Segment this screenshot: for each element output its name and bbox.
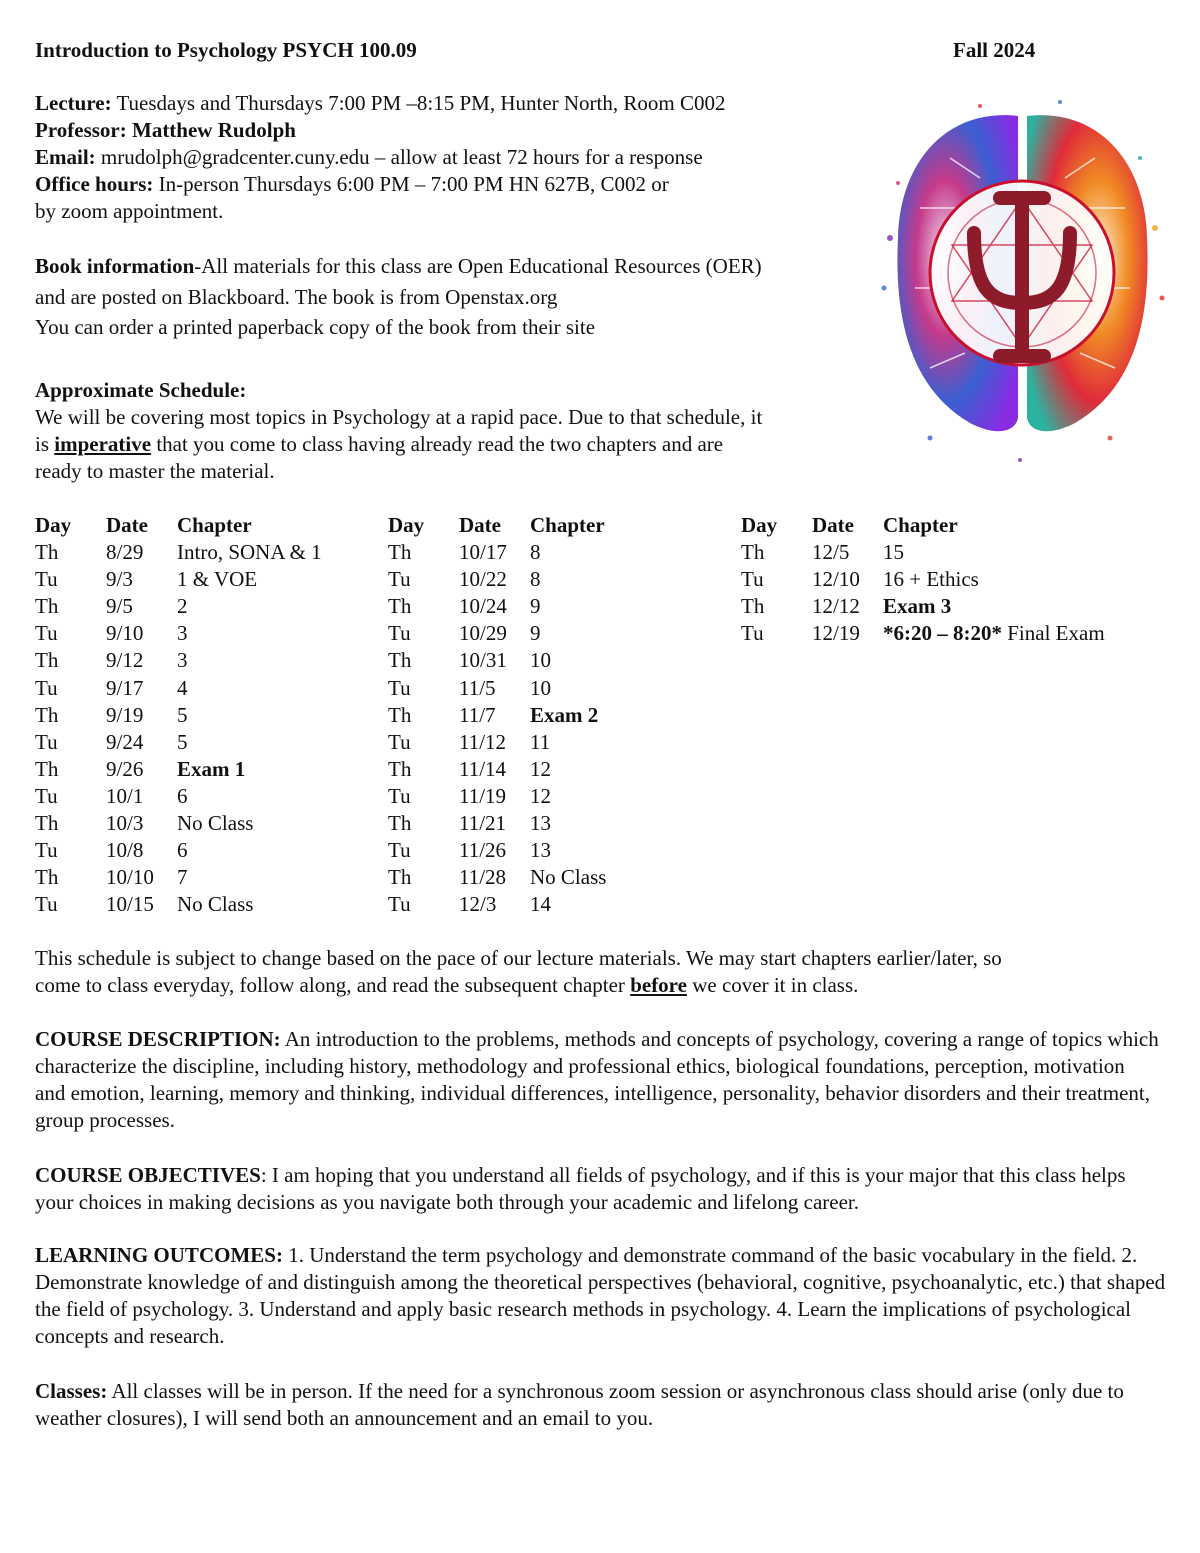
schedule-note-text: come to class everyday, follow along, and read the subsequent chapter	[35, 973, 631, 997]
schedule-day: Th	[35, 811, 59, 836]
book-info-line-3: You can order a printed paperback copy of the book from their site	[35, 315, 596, 339]
schedule-date: 9/24	[106, 729, 144, 754]
schedule-chapter: 8	[530, 567, 541, 592]
course-description-text: An introduction to the problems, methods and concepts of psychology, covering a range of topics which characterize the discipline, including history, methodology and professional ethics, biological foundations, perception, motivation and emotion, learning, memory and thinking, individual differences, intelligence, personality, behavior disorders and their treatment, group processes.	[35, 1027, 1159, 1132]
schedule-date: 10/10	[106, 865, 154, 890]
schedule-chapter: 9	[530, 594, 541, 619]
schedule-note-text: we cover it in class.	[686, 973, 859, 997]
schedule-day: Th	[388, 702, 412, 727]
learning-outcomes-label: LEARNING OUTCOMES:	[35, 1243, 283, 1267]
schedule-note-line-1: This schedule is subject to change based on the pace of our lecture materials. We may start chapters earlier/later, so	[35, 946, 1002, 970]
schedule-day: Th	[388, 865, 412, 890]
schedule-date: 12/19	[812, 621, 860, 646]
schedule-date: 10/15	[106, 892, 154, 917]
lecture-text: Tuesdays and Thursdays 7:00 PM –8:15 PM, Hunter North, Room C002	[111, 91, 726, 115]
schedule-date: 9/26	[106, 756, 144, 781]
course-objectives-label: COURSE OBJECTIVES	[35, 1163, 261, 1187]
schedule-day: Th	[388, 540, 412, 565]
schedule-chapter: 2	[177, 594, 188, 619]
schedule-day: Tu	[388, 729, 411, 754]
schedule-date: 9/5	[106, 594, 133, 619]
schedule-date: 12/12	[812, 594, 860, 619]
schedule-header-date: Date	[812, 513, 854, 537]
schedule-day: Th	[35, 540, 59, 565]
schedule-date: 10/22	[459, 567, 507, 592]
office-hours-label: Office hours:	[35, 172, 154, 196]
email-line	[35, 144, 703, 171]
schedule-date: 10/8	[106, 838, 144, 863]
schedule-chapter: 11	[530, 729, 551, 754]
schedule-day: Th	[388, 648, 412, 673]
book-info-label: Book information	[35, 254, 195, 278]
schedule-day: Tu	[35, 675, 58, 700]
schedule-day: Th	[741, 594, 765, 619]
schedule-chapter: 5	[177, 729, 188, 754]
schedule-chapter: No Class	[177, 892, 254, 917]
schedule-chapter: 3	[177, 648, 188, 673]
schedule-day: Tu	[741, 567, 764, 592]
schedule-day: Tu	[35, 567, 58, 592]
schedule-header-day: Day	[741, 513, 778, 537]
schedule-chapter: No Class	[530, 865, 607, 890]
schedule-chapter: 7	[177, 865, 188, 890]
schedule-chapter: Exam 1	[177, 756, 246, 781]
schedule-date: 10/24	[459, 594, 507, 619]
professor-line: Professor: Matthew Rudolph	[35, 118, 296, 142]
schedule-chapter: 4	[177, 675, 188, 700]
schedule-header-day: Day	[35, 513, 72, 537]
schedule-day: Tu	[35, 783, 58, 808]
schedule-day: Tu	[35, 892, 58, 917]
schedule-day: Tu	[388, 675, 411, 700]
schedule-header-chapter: Chapter	[883, 513, 958, 537]
schedule-date: 10/1	[106, 783, 144, 808]
lecture-line	[35, 90, 725, 117]
schedule-chapter: 15	[883, 540, 904, 565]
course-objectives	[35, 1162, 1135, 1216]
schedule-day: Tu	[388, 892, 411, 917]
psi-brain-icon	[870, 88, 1175, 473]
schedule-chapter: 3	[177, 621, 188, 646]
schedule-date: 11/7	[459, 702, 496, 727]
course-description-label: COURSE DESCRIPTION:	[35, 1027, 281, 1051]
schedule-chapter: Exam 3	[883, 594, 952, 619]
schedule-header-day: Day	[388, 513, 425, 537]
book-info-line	[35, 253, 762, 280]
schedule-date: 10/3	[106, 811, 144, 836]
schedule-day: Th	[388, 756, 412, 781]
schedule-chapter: 14	[530, 892, 551, 917]
email-text: mrudolph@gradcenter.cuny.edu – allow at least 72 hours for a response	[95, 145, 703, 169]
final-exam-time: *6:20 – 8:20*	[883, 621, 1002, 646]
before-emphasis: before	[630, 973, 687, 997]
schedule-intro-line-3: ready to master the material.	[35, 459, 275, 483]
course-title: Introduction to Psychology PSYCH 100.09	[35, 38, 417, 62]
schedule-date: 9/12	[106, 648, 144, 673]
schedule-chapter: 6	[177, 838, 188, 863]
schedule-intro-line-2	[35, 431, 723, 458]
schedule-chapter: 13	[530, 811, 551, 836]
schedule-header-chapter: Chapter	[177, 513, 252, 537]
schedule-header-chapter: Chapter	[530, 513, 605, 537]
classes-policy	[35, 1378, 1150, 1432]
schedule-date: 11/14	[459, 756, 507, 781]
course-objectives-text: : I am hoping that you understand all fields of psychology, and if this is your major that this class helps your choices in making decisions as you navigate both through your academic and lifelong career.	[35, 1163, 1126, 1214]
schedule-chapter: 10	[530, 675, 551, 700]
schedule-chapter: 5	[177, 702, 188, 727]
schedule-day: Th	[35, 756, 59, 781]
classes-label: Classes:	[35, 1379, 108, 1403]
schedule-chapter: 16 + Ethics	[883, 567, 979, 592]
lecture-label: Lecture:	[35, 91, 112, 115]
schedule-chapter: Intro, SONA & 1	[177, 540, 322, 565]
schedule-date: 11/19	[459, 783, 507, 808]
schedule-date: 11/28	[459, 865, 507, 890]
schedule-day: Th	[35, 702, 59, 727]
schedule-day: Th	[35, 865, 59, 890]
schedule-day: Th	[35, 648, 59, 673]
term-label: Fall 2024	[953, 38, 1036, 62]
schedule-day: Tu	[35, 621, 58, 646]
schedule-chapter	[883, 620, 1105, 647]
book-info-text: -All materials for this class are Open Educational Resources (OER)	[194, 254, 762, 278]
schedule-date: 11/26	[459, 838, 507, 863]
schedule-day: Tu	[35, 838, 58, 863]
schedule-chapter: 13	[530, 838, 551, 863]
schedule-day: Th	[388, 811, 412, 836]
schedule-intro-line-1: We will be covering most topics in Psychology at a rapid pace. Due to that schedule, it	[35, 405, 763, 429]
schedule-chapter: Exam 2	[530, 702, 599, 727]
schedule-day: Tu	[35, 729, 58, 754]
schedule-header-date: Date	[459, 513, 501, 537]
office-hours-text: In-person Thursdays 6:00 PM – 7:00 PM HN 627B, C002 or	[153, 172, 669, 196]
schedule-day: Tu	[388, 567, 411, 592]
schedule-date: 11/5	[459, 675, 496, 700]
schedule-day: Th	[741, 540, 765, 565]
schedule-date: 12/3	[459, 892, 497, 917]
schedule-day: Tu	[388, 621, 411, 646]
schedule-day: Th	[388, 594, 412, 619]
schedule-chapter: 12	[530, 783, 551, 808]
office-hours-line-2: by zoom appointment.	[35, 199, 224, 223]
schedule-chapter: 8	[530, 540, 541, 565]
schedule-date: 8/29	[106, 540, 144, 565]
schedule-date: 12/5	[812, 540, 850, 565]
schedule-date: 11/21	[459, 811, 507, 836]
learning-outcomes	[35, 1242, 1170, 1350]
email-label: Email:	[35, 145, 96, 169]
schedule-intro-text: is	[35, 432, 55, 456]
schedule-date: 9/17	[106, 675, 144, 700]
imperative-emphasis: imperative	[54, 432, 152, 456]
schedule-chapter: 9	[530, 621, 541, 646]
classes-text: All classes will be in person. If the need for a synchronous zoom session or asynchronous class should arise (only due to weather closures), I will send both an announcement and an email to you.	[35, 1379, 1124, 1430]
schedule-date: 9/10	[106, 621, 144, 646]
schedule-note-line-2	[35, 972, 858, 999]
office-hours-line	[35, 171, 669, 198]
schedule-chapter: 10	[530, 648, 551, 673]
schedule-chapter-text: Final Exam	[1002, 621, 1105, 646]
schedule-date: 10/31	[459, 648, 507, 673]
schedule-intro-text: that you come to class having already read the two chapters and are	[151, 432, 724, 456]
schedule-date: 10/29	[459, 621, 507, 646]
learning-outcomes-text: 1. Understand the term psychology and demonstrate command of the basic vocabulary in the field. 2. Demonstrate knowledge of and distinguish among the theoretical perspectives (behavioral, cognitive, psychoanalytic, etc.) that shaped the field of psychology. 3. Understand and apply basic research methods in psychology. 4. Learn the implications of psychological concepts and research.	[35, 1243, 1166, 1348]
schedule-date: 12/10	[812, 567, 860, 592]
schedule-chapter: No Class	[177, 811, 254, 836]
schedule-date: 10/17	[459, 540, 507, 565]
schedule-date: 9/3	[106, 567, 133, 592]
schedule-date: 9/19	[106, 702, 144, 727]
schedule-date: 11/12	[459, 729, 507, 754]
schedule-chapter: 1 & VOE	[177, 567, 258, 592]
schedule-day: Tu	[741, 621, 764, 646]
schedule-header-date: Date	[106, 513, 148, 537]
schedule-day: Tu	[388, 838, 411, 863]
course-description	[35, 1026, 1160, 1134]
book-info-line-2: and are posted on Blackboard. The book is from Openstax.org	[35, 285, 558, 309]
schedule-heading: Approximate Schedule:	[35, 378, 247, 402]
schedule-chapter: 6	[177, 783, 188, 808]
schedule-chapter: 12	[530, 756, 551, 781]
schedule-day: Th	[35, 594, 59, 619]
schedule-day: Tu	[388, 783, 411, 808]
